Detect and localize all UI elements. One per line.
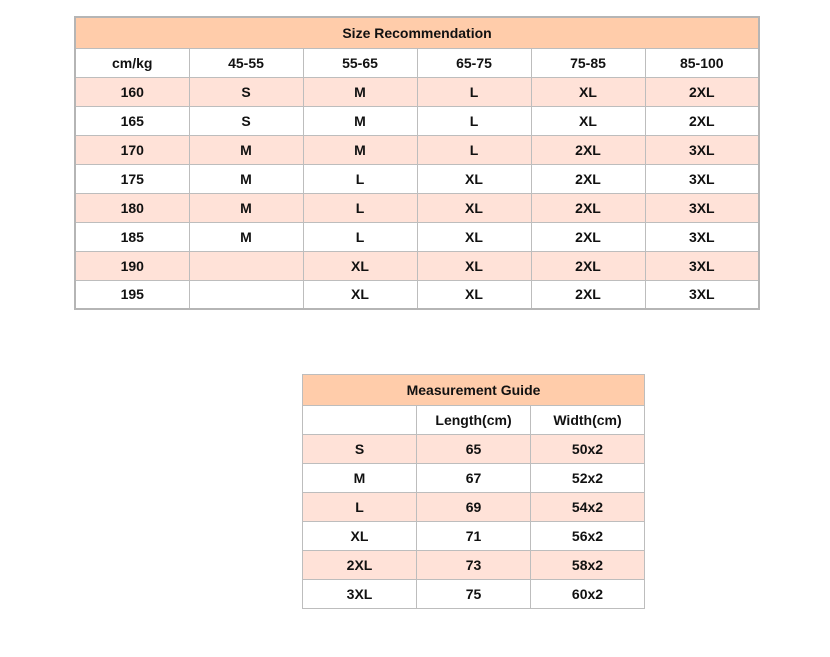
table-cell: 2XL (531, 222, 645, 251)
table-row (303, 580, 645, 609)
table-title-row (75, 17, 759, 48)
table-cell: XL (303, 522, 417, 551)
table-cell: M (189, 164, 303, 193)
table-cell: M (189, 135, 303, 164)
table-cell: XL (303, 251, 417, 280)
table-title-row (303, 375, 645, 406)
table-cell: S (189, 77, 303, 106)
table-cell: 75 (417, 580, 531, 609)
table-cell: 3XL (645, 135, 759, 164)
table-cell: 52x2 (531, 464, 645, 493)
table-cell: L (417, 77, 531, 106)
table-cell: XL (417, 164, 531, 193)
measurement-guide-table (302, 374, 645, 609)
table-cell: 175 (75, 164, 189, 193)
table-cell: 60x2 (531, 580, 645, 609)
column-header: 85-100 (645, 48, 759, 77)
column-header: 65-75 (417, 48, 531, 77)
table-header-row (75, 48, 759, 77)
table-row (75, 77, 759, 106)
table-cell: L (303, 493, 417, 522)
table-cell: 3XL (645, 164, 759, 193)
table-row (75, 193, 759, 222)
table-row (75, 106, 759, 135)
table-cell: 160 (75, 77, 189, 106)
table-cell: 195 (75, 280, 189, 309)
table-cell: 67 (417, 464, 531, 493)
table-cell: 2XL (531, 193, 645, 222)
table-cell (189, 251, 303, 280)
table-row (303, 551, 645, 580)
table-cell: 165 (75, 106, 189, 135)
table-cell: 50x2 (531, 435, 645, 464)
table-row (303, 435, 645, 464)
table-cell: XL (531, 77, 645, 106)
table-row (75, 251, 759, 280)
table-row (75, 280, 759, 309)
table-cell: 65 (417, 435, 531, 464)
table-cell: XL (531, 106, 645, 135)
table-cell: 2XL (645, 77, 759, 106)
table-cell: 2XL (531, 280, 645, 309)
table-cell: 71 (417, 522, 531, 551)
table-cell: 2XL (645, 106, 759, 135)
size-recommendation-table (74, 16, 760, 310)
column-header (303, 406, 417, 435)
table-row (303, 493, 645, 522)
table-cell: M (303, 106, 417, 135)
table-cell: 73 (417, 551, 531, 580)
table-cell: S (189, 106, 303, 135)
table-cell: XL (417, 280, 531, 309)
table-row (75, 164, 759, 193)
column-header: 75-85 (531, 48, 645, 77)
table-cell: 3XL (645, 280, 759, 309)
table-cell: 2XL (531, 135, 645, 164)
table-cell: 2XL (303, 551, 417, 580)
table-cell: 2XL (531, 164, 645, 193)
table-cell: 170 (75, 135, 189, 164)
table-cell: M (303, 464, 417, 493)
table-cell: 190 (75, 251, 189, 280)
column-header: 45-55 (189, 48, 303, 77)
table-cell: 3XL (645, 251, 759, 280)
table-cell: 3XL (645, 193, 759, 222)
column-header: Width(cm) (531, 406, 645, 435)
column-header: Length(cm) (417, 406, 531, 435)
table-header-row (303, 406, 645, 435)
table-row (75, 135, 759, 164)
table-cell: 69 (417, 493, 531, 522)
table-cell: L (303, 193, 417, 222)
table-cell: XL (417, 193, 531, 222)
table-cell: XL (417, 222, 531, 251)
table-cell: 2XL (531, 251, 645, 280)
table-cell: 3XL (303, 580, 417, 609)
table-cell: 56x2 (531, 522, 645, 551)
table-cell: XL (417, 251, 531, 280)
table-row (303, 464, 645, 493)
column-header: cm/kg (75, 48, 189, 77)
table-cell: L (417, 106, 531, 135)
table-cell: M (189, 222, 303, 251)
table-cell: L (303, 164, 417, 193)
table-cell: L (303, 222, 417, 251)
table-cell: 54x2 (531, 493, 645, 522)
table-row (75, 222, 759, 251)
table-cell: L (417, 135, 531, 164)
table-cell: 58x2 (531, 551, 645, 580)
table-cell: M (303, 135, 417, 164)
table-cell: M (189, 193, 303, 222)
size-table-title: Size Recommendation (75, 17, 759, 48)
table-cell: 180 (75, 193, 189, 222)
table-cell: M (303, 77, 417, 106)
table-cell (189, 280, 303, 309)
table-cell: XL (303, 280, 417, 309)
column-header: 55-65 (303, 48, 417, 77)
table-cell: 185 (75, 222, 189, 251)
guide-table-title: Measurement Guide (303, 375, 645, 406)
table-row (303, 522, 645, 551)
table-cell: 3XL (645, 222, 759, 251)
table-cell: S (303, 435, 417, 464)
